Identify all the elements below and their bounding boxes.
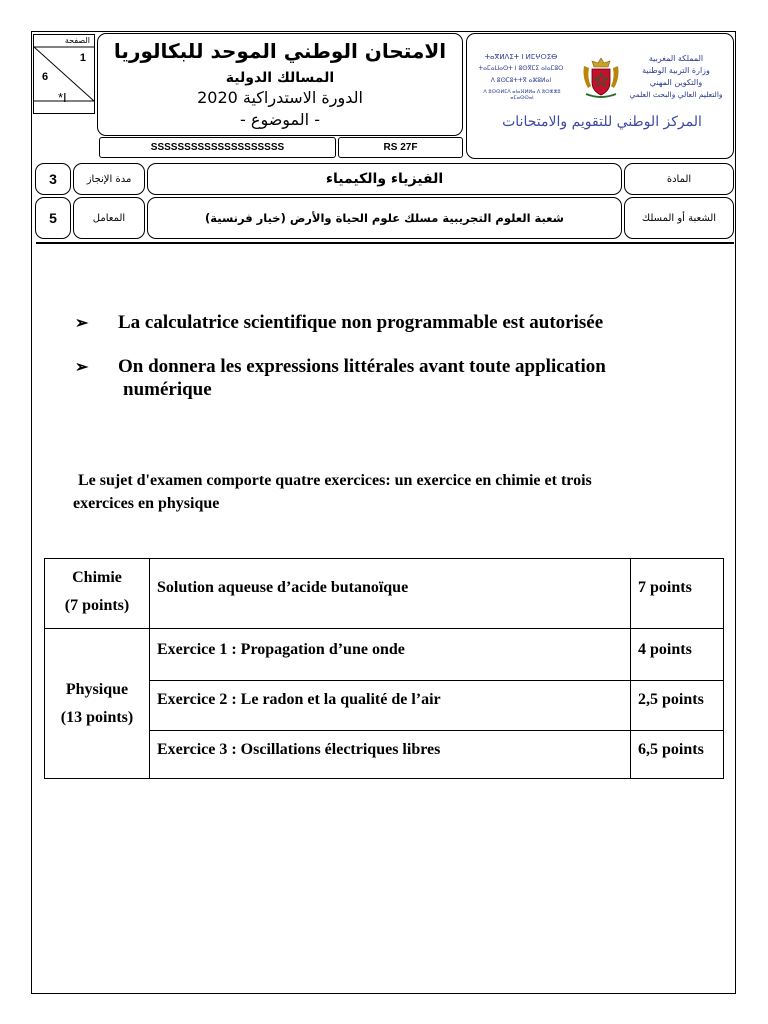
exam-track: المسالك الدولية: [225, 70, 335, 86]
intro-line-1: Le sujet d'examen comporte quatre exercices: un exercice en chimie et trois: [78, 472, 592, 489]
chimie-total: (7 points): [64, 597, 130, 614]
chimie-cell: [45, 559, 150, 629]
exercise-2-prefix: Exercice 2 :: [157, 691, 241, 708]
chimie-points: 7 points: [638, 579, 692, 596]
header-divider: [36, 242, 734, 244]
exercise-2-points-cell: [631, 681, 724, 731]
intro-line-2: exercices en physique: [73, 495, 220, 512]
instruction-2: On donnera les expressions littérales avant toute application: [118, 356, 606, 377]
tifinagh-line-2: ⵜⴰⵎⴰⵡⴰⵙⵜ ⵏ ⵓⵙⴳⵎⵉ ⴰⵏⴰⵎⵓⵔ: [478, 65, 564, 72]
subject-variant-code: *I: [58, 90, 67, 105]
exercise-3-cell: [150, 731, 631, 779]
exercise-summary-table: [44, 558, 724, 779]
exercise-1-cell: [150, 629, 631, 681]
branch-field-label: الشعبة أو المسلك: [624, 197, 734, 239]
ministry-name-2: والتكوين المهني: [649, 78, 703, 87]
ministry-name-1: وزارة التربية الوطنية: [642, 66, 710, 75]
duration-value: 3: [35, 163, 71, 195]
ministry-logo-box: [466, 33, 734, 159]
instruction-bullet-1: ➢: [75, 315, 89, 332]
table-row: [45, 629, 724, 681]
exam-title-box: [97, 33, 463, 136]
exercise-2-cell: [150, 681, 631, 731]
instruction-2-cont: numérique: [123, 379, 212, 400]
total-pages: 6: [42, 71, 49, 83]
exercise-3-title: Oscillations électriques libres: [240, 741, 441, 758]
table-row: [45, 559, 724, 629]
chimie-points-cell: [631, 559, 724, 629]
exercise-3-points: 6,5 points: [638, 741, 704, 758]
exam-subject-label: - الموضوع -: [240, 110, 320, 129]
exam-session: الدورة الاستدراكية 2020: [197, 88, 363, 107]
page-number: 1: [79, 52, 86, 64]
instruction-1: La calculatrice scientifique non programmable est autorisée: [118, 312, 604, 333]
coefficient-value: 5: [35, 197, 71, 239]
physique-total: (13 points): [60, 708, 134, 726]
duration-label: مدة الإنجاز: [73, 163, 145, 195]
coefficient-label: المعامل: [73, 197, 145, 239]
instruction-bullet-2: ➢: [75, 359, 89, 376]
subject-name: الفيزياء والكيمياء: [147, 163, 622, 195]
physique-cell: [45, 629, 150, 779]
exercise-3-prefix: Exercice 3 :: [157, 741, 241, 758]
subject-code: RS 27F: [338, 137, 463, 158]
coat-of-arms-icon: [580, 56, 622, 100]
subject-field-label: المادة: [624, 163, 734, 195]
physique-name: Physique: [65, 680, 129, 698]
tifinagh-line-1: ⵜⴰⴳⵍⴷⵉⵜ ⵏ ⵍⵎⵖⵔⵉⴱ: [484, 53, 558, 61]
national-center-name: المركز الوطني للتقويم والامتحانات: [502, 114, 702, 130]
chimie-title: Solution aqueuse d’acide butanoïque: [157, 579, 409, 596]
tifinagh-line-4: ⴷ ⵓⵙⵙⵍⵎⴷ ⴰⵏⴰⴼⵍⵍⴰ ⴷ ⵓⵔⵣⵣⵓ ⴰⵎⴰⵙⵙⴰⵏ: [483, 89, 561, 101]
tifinagh-line-3: ⴷ ⵓⵙⵎⵓⵜⵜⴳ ⴰⵣⵓⵍⴰⵏ: [490, 77, 552, 84]
exercise-2-points: 2,5 points: [638, 691, 704, 708]
ministry-name-3: والتعليم العالي والبحث العلمي: [629, 90, 723, 99]
chimie-title-cell: [150, 559, 631, 629]
candidate-code: SSSSSSSSSSSSSSSSSSSS: [99, 137, 336, 158]
page-label: الصفحة: [64, 36, 90, 45]
exercise-1-title: Propagation d’une onde: [240, 641, 405, 658]
exam-title: الامتحان الوطني الموحد للبكالوريا: [113, 39, 447, 63]
exercise-1-points-cell: [631, 629, 724, 681]
kingdom-name: المملكة المغربية: [648, 54, 704, 63]
exercise-3-points-cell: [631, 731, 724, 779]
exercise-2-title: Le radon et la qualité de l’air: [240, 691, 441, 708]
branch-name: شعبة العلوم التجريبية مسلك علوم الحياة والأرض (خيار فرنسية): [147, 197, 622, 239]
exercise-1-prefix: Exercice 1 :: [157, 641, 241, 658]
exercise-1-points: 4 points: [638, 641, 692, 658]
page-number-box: [33, 34, 95, 114]
chimie-name: Chimie: [72, 569, 122, 586]
